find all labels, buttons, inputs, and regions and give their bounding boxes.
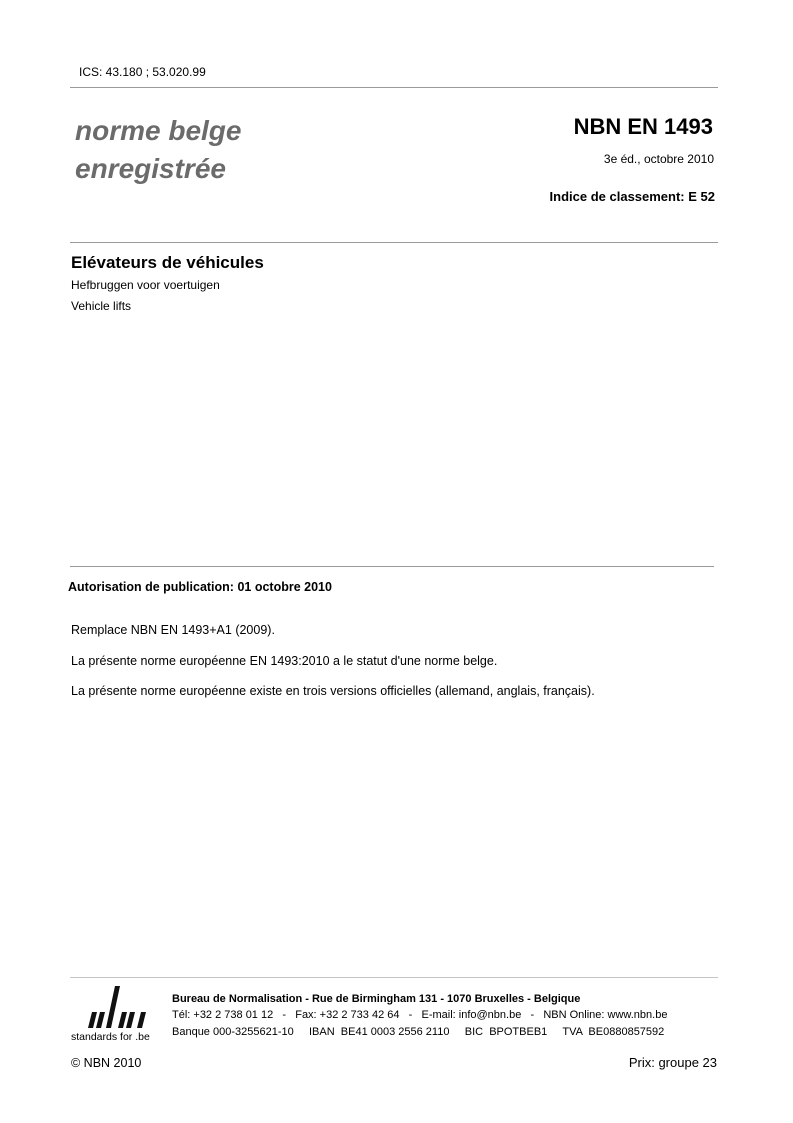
title-french: Elévateurs de véhicules <box>71 253 264 272</box>
edition: 3e éd., octobre 2010 <box>603 152 714 166</box>
contact-details: Tél: +32 2 738 01 12 - Fax: +32 2 733 42 64 - E-mail: info@nbn.be - NBN Online: www.nbn.be <box>172 1009 668 1021</box>
title-dutch: Hefbruggen voor voertuigen <box>71 278 220 292</box>
ics-codes: ICS: 43.180 ; 53.020.99 <box>79 65 206 79</box>
footer-divider <box>70 977 718 978</box>
norm-type-line2: enregistrée <box>75 153 226 184</box>
paragraph-status: La présente norme européenne EN 1493:2010 a le statut d'une norme belge. <box>71 654 498 668</box>
logo-tagline: standards for .be <box>71 1031 150 1043</box>
bank-line <box>172 1026 664 1038</box>
header-divider <box>70 87 718 88</box>
standard-code: NBN EN 1493 <box>573 114 713 139</box>
title-divider <box>70 242 718 243</box>
copyright: © NBN 2010 <box>71 1056 142 1070</box>
paragraph-replaces: Remplace NBN EN 1493+A1 (2009). <box>71 623 275 637</box>
publication-divider <box>70 566 714 567</box>
paragraph-versions: La présente norme européenne existe en trois versions officielles (allemand, anglais, français). <box>71 684 595 698</box>
norm-type <box>75 112 241 188</box>
contact-line <box>172 1009 667 1021</box>
classification-index: Indice de classement: E 52 <box>549 189 715 204</box>
bank-details: Banque 000-3255621-10 IBAN BE41 0003 2556 2110 BIC BPOTBEB1 TVA BE0880857592 <box>172 1026 665 1038</box>
title-english: Vehicle lifts <box>71 299 132 313</box>
price-group: Prix: groupe 23 <box>628 1055 717 1070</box>
publication-authorisation: Autorisation de publication: 01 octobre 2010 <box>68 580 332 594</box>
bureau-address: Bureau de Normalisation - Rue de Birmingham 131 - 1070 Bruxelles - Belgique <box>172 993 581 1005</box>
norm-type-line1: norme belge <box>75 115 242 146</box>
